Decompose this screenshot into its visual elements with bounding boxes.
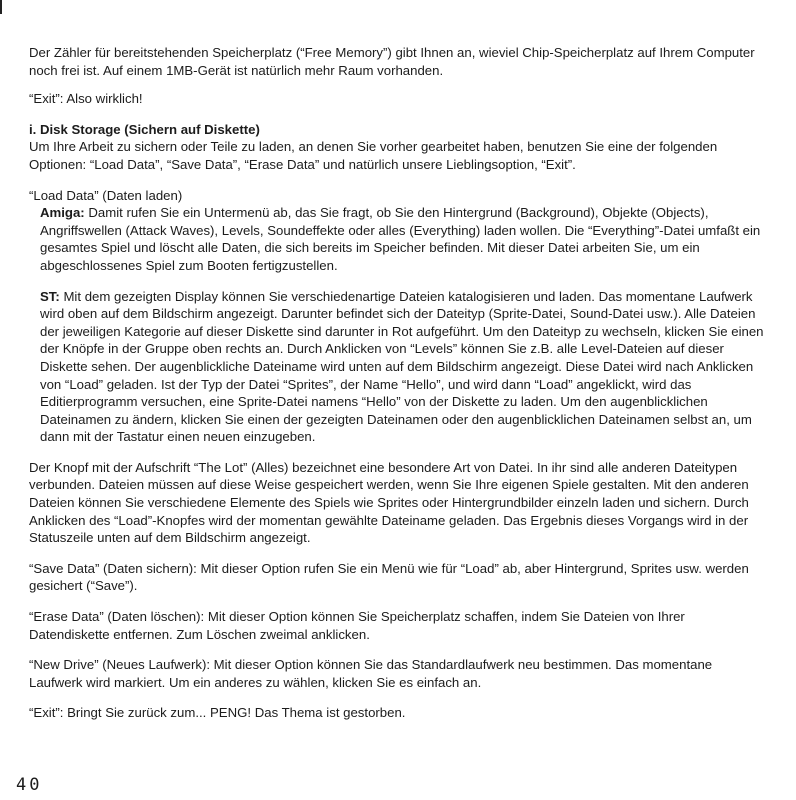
paragraph-exit-final: “Exit”: Bringt Sie zurück zum... PENG! Das Thema ist gestorben. (29, 705, 406, 721)
paragraph-exit-short: “Exit”: Also wirklich! (29, 91, 143, 107)
section-heading-disk-storage: i. Disk Storage (Sichern auf Diskette) (29, 121, 260, 137)
amiga-label: Amiga: (40, 205, 85, 221)
page-number: 40 (16, 775, 43, 795)
load-data-title: “Load Data” (Daten laden) (29, 187, 183, 203)
amiga-text: Damit rufen Sie ein Untermenü ab, das Sie fragt, ob Sie den Hintergrund (Background), Objekte (Objects), Angriffswellen (Attack Waves), Levels, Soundeffekte oder alles (Everything) laden wollen. Die “Everything”-Datei umfaßt ein gesamtes Spiel und löscht alle Daten, die sich bereits im Speicher befinden. Mit dieser Datei arbeiten Sie, um ein abgeschlossenes Spiel zum Booten fertigzustellen. (40, 205, 761, 273)
corner-mark (0, 0, 2, 14)
paragraph-erase-data: “Erase Data” (Daten löschen): Mit dieser Option können Sie Speicherplatz schaffen, indem Sie Dateien von Ihrer Datendiskette entfernen. Zum Löschen zweimal anklicken. (29, 609, 685, 642)
paragraph-the-lot: Der Knopf mit der Aufschrift “The Lot” (Alles) bezeichnet eine besondere Art von Datei. In ihr sind alle anderen Dateitypen verbunden. Dateien müssen auf diese Weise gespeichert werden, wenn Sie Ihre eigenen Spiele gestalten. Mit den anderen Dateien können Sie verschiedene Elemente des Spiels wie Sprites oder Hintergrundbilder einzeln laden und sichern. Durch Anklicken des “Load”-Knopfes wird der momentan gewählte Dateiname geladen. Das Ergebnis dieses Vorgangs wird in der Statuszeile unten auf dem Bildschirm angezeigt. (29, 459, 749, 546)
st-paragraph (29, 288, 769, 446)
paragraph-new-drive: “New Drive” (Neues Laufwerk): Mit dieser Option können Sie das Standardlaufwerk neu bestimmen. Das momentane Laufwerk wird markiert. Um ein anderes zu wählen, klicken Sie es einfach an. (29, 657, 713, 690)
amiga-paragraph (29, 204, 769, 274)
document-body (29, 44, 769, 722)
paragraph-save-data: “Save Data” (Daten sichern): Mit dieser Option rufen Sie ein Menü wie für “Load” ab, aber Hintergrund, Sprites usw. werden gesichert (“Save”). (29, 560, 749, 594)
st-text: Mit dem gezeigten Display können Sie verschiedenartige Dateien katalogisieren und laden. Das momentane Laufwerk wird oben auf dem Bildschirm angezeigt. Darunter befindet sich der Dateityp (Sprite-Datei, Sound-Datei usw.). Alle Dateien der jeweiligen Kategorie auf dieser Diskette sind darunter in Rot aufgeführt. Um den Dateityp zu wechseln, klicken Sie einen der Knöpfe in der Gruppe oben rechts an. Durch Anklicken von “Levels” können Sie z.B. alle Level-Dateien auf dieser Diskette sehen. Der augenblickliche Dateiname wird unten auf dem Bildschirm angezeigt. Diese Datei wird nach Anklicken von “Load” geladen. Ist der Typ der Datei “Sprites”, der Name “Hello”, und wird dann “Load” angeklickt, wird das Editierprogramm versuchen, eine Sprite-Datei namens “Hello” von der Diskette zu laden. Um den augenblicklichen Dateinamen zu ändern, klicken Sie einen der gezeigten Dateinamen oder den augenblicklichen Dateinamen selbst an, um dann mit der Tastatur einen neuen einzugeben. (40, 288, 764, 445)
paragraph-free-memory: Der Zähler für bereitstehenden Speicherplatz (“Free Memory”) gibt Ihnen an, wieviel Chip-Speicherplatz auf Ihrem Computer noch frei ist. Auf einem 1MB-Gerät ist natürlich mehr Raum vorhanden. (29, 45, 755, 78)
st-label: ST: (40, 288, 60, 304)
paragraph-disk-intro: Um Ihre Arbeit zu sichern oder Teile zu laden, an denen Sie vorher gearbeitet haben, benutzen Sie eine der folgenden Optionen: “Load Data”, “Save Data”, “Erase Data” und natürlich unsere Lieblingsoption, “Exit”. (29, 139, 718, 172)
